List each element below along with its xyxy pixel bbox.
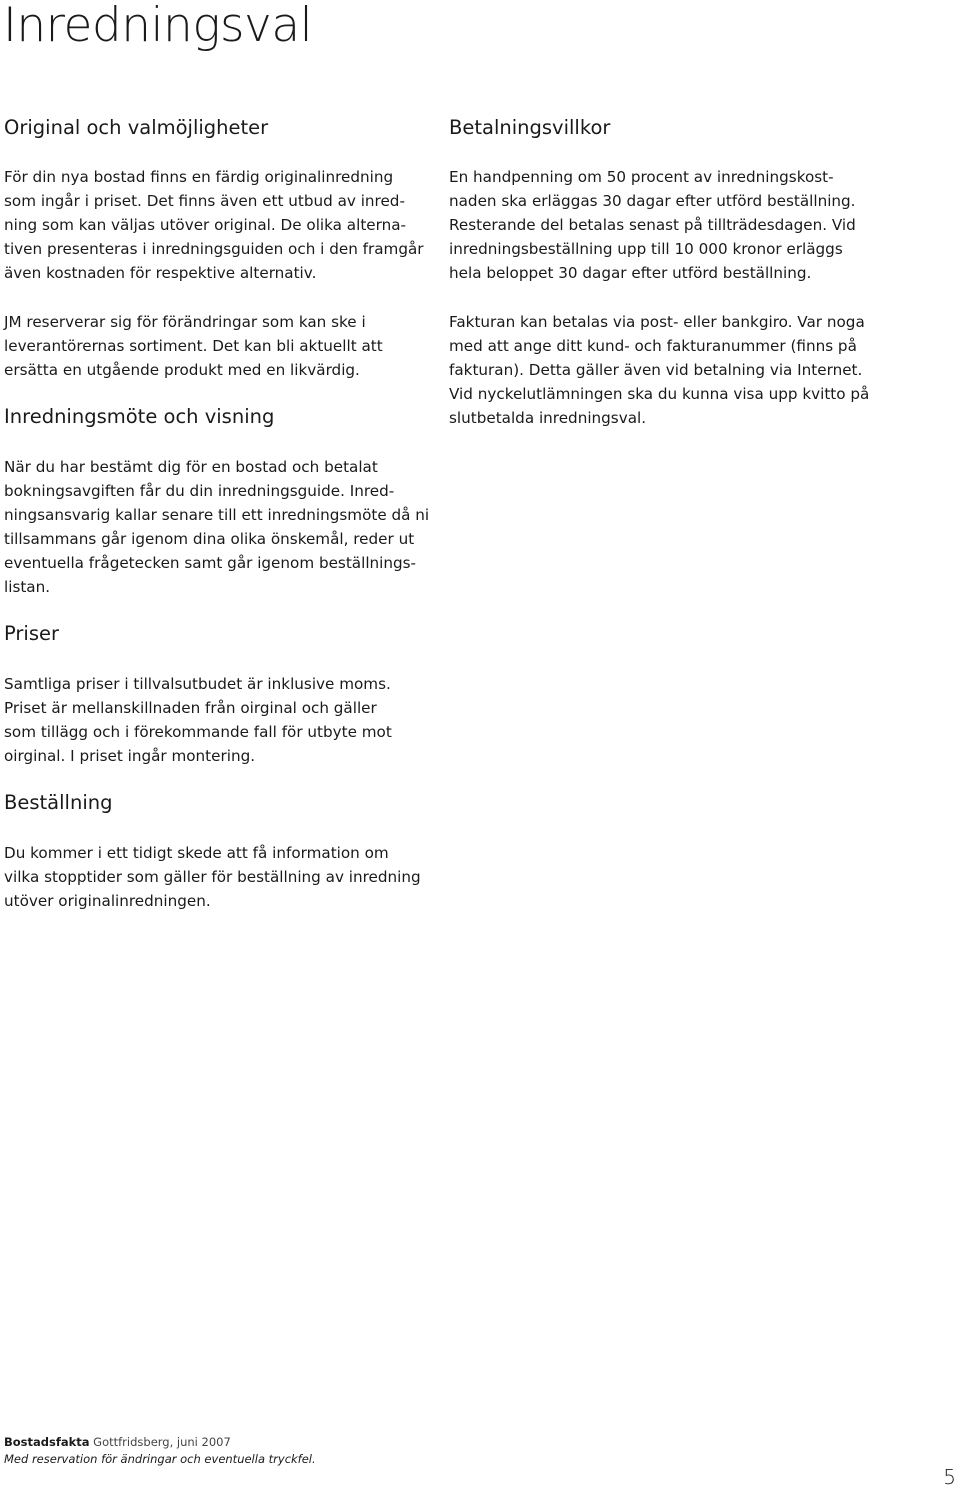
paragraph-payment-invoice xyxy=(449,310,869,430)
section-heading-order: Beställning xyxy=(4,791,113,814)
footer-disclaimer: Med reservation för ändringar och eventuella tryckfel. xyxy=(4,1452,316,1466)
text-line: utöver originalinredningen. xyxy=(4,892,211,911)
text-line: ersätta en utgående produkt med en likvärdig. xyxy=(4,361,360,380)
text-line: som ingår i priset. Det finns även ett utbud av inred- xyxy=(4,192,405,211)
section-heading-prices: Priser xyxy=(4,622,60,645)
text-line: Fakturan kan betalas via post- eller bankgiro. Var noga xyxy=(449,313,865,331)
text-line: slutbetalda inredningsval. xyxy=(449,409,647,428)
text-line: eventuella frågetecken samt går igenom beställnings- xyxy=(4,554,417,573)
page-footer xyxy=(4,1434,504,1468)
text-line: Vid nyckelutlämningen ska du kunna visa upp kvitto på xyxy=(449,385,870,404)
text-line: tillsammans går igenom dina olika önskemål, reder ut xyxy=(4,530,415,549)
section-heading-original: Original och valmöjligheter xyxy=(4,116,269,139)
text-line: tiven presenteras i inredningsguiden och i den framgår xyxy=(4,240,424,259)
text-line: listan. xyxy=(4,578,51,597)
footer-brand: Bostadsfakta xyxy=(4,1435,90,1449)
text-line: naden ska erläggas 30 dagar efter utförd beställning. xyxy=(449,192,856,211)
text-line: Du kommer i ett tidigt skede att få information om xyxy=(4,844,389,862)
text-line: leverantörernas sortiment. Det kan bli aktuellt att xyxy=(4,337,383,356)
text-line: För din nya bostad finns en färdig originalinredning xyxy=(4,168,394,186)
text-line: En handpenning om 50 procent av inredningskost- xyxy=(449,168,834,186)
paragraph-prices xyxy=(4,672,392,768)
text-line: med att ange ditt kund- och fakturanummer (finns på xyxy=(449,337,857,356)
section-heading-meeting: Inredningsmöte och visning xyxy=(4,405,275,428)
text-line: inredningsbeställning upp till 10 000 kronor erläggs xyxy=(449,240,843,259)
text-line: Samtliga priser i tillvalsutbudet är inklusive moms. xyxy=(4,675,391,693)
text-line: även kostnaden för respektive alternativ. xyxy=(4,264,317,283)
text-line: ningsansvarig kallar senare till ett inredningsmöte då ni xyxy=(4,506,430,525)
text-line: Resterande del betalas senast på tillträdesdagen. Vid xyxy=(449,216,856,235)
paragraph-original-intro xyxy=(4,165,424,285)
text-line: bokningsavgiften får du din inredningsguide. Inred- xyxy=(4,482,395,501)
paragraph-original-reservation xyxy=(4,310,383,382)
footer-place-date: Gottfridsberg, juni 2007 xyxy=(93,1435,231,1449)
paragraph-order xyxy=(4,841,421,913)
text-line: vilka stopptider som gäller för beställning av inredning xyxy=(4,868,421,887)
text-line: JM reserverar sig för förändringar som kan ske i xyxy=(4,313,366,331)
page-number: 5 xyxy=(943,1465,956,1489)
page-title: Inredningsval xyxy=(3,0,313,53)
section-heading-payment: Betalningsvillkor xyxy=(449,116,611,139)
text-line: ning som kan väljas utöver original. De olika alterna- xyxy=(4,216,407,235)
text-line: hela beloppet 30 dagar efter utförd beställning. xyxy=(449,264,812,283)
paragraph-meeting xyxy=(4,455,429,600)
text-line: som tillägg och i förekommande fall för utbyte mot xyxy=(4,723,392,742)
text-line: oirginal. I priset ingår montering. xyxy=(4,747,256,766)
text-line: fakturan). Detta gäller även vid betalning via Internet. xyxy=(449,361,863,380)
text-line: Priset är mellanskillnaden från oirginal och gäller xyxy=(4,699,377,718)
paragraph-payment-terms xyxy=(449,165,856,285)
text-line: När du har bestämt dig för en bostad och betalat xyxy=(4,458,378,476)
